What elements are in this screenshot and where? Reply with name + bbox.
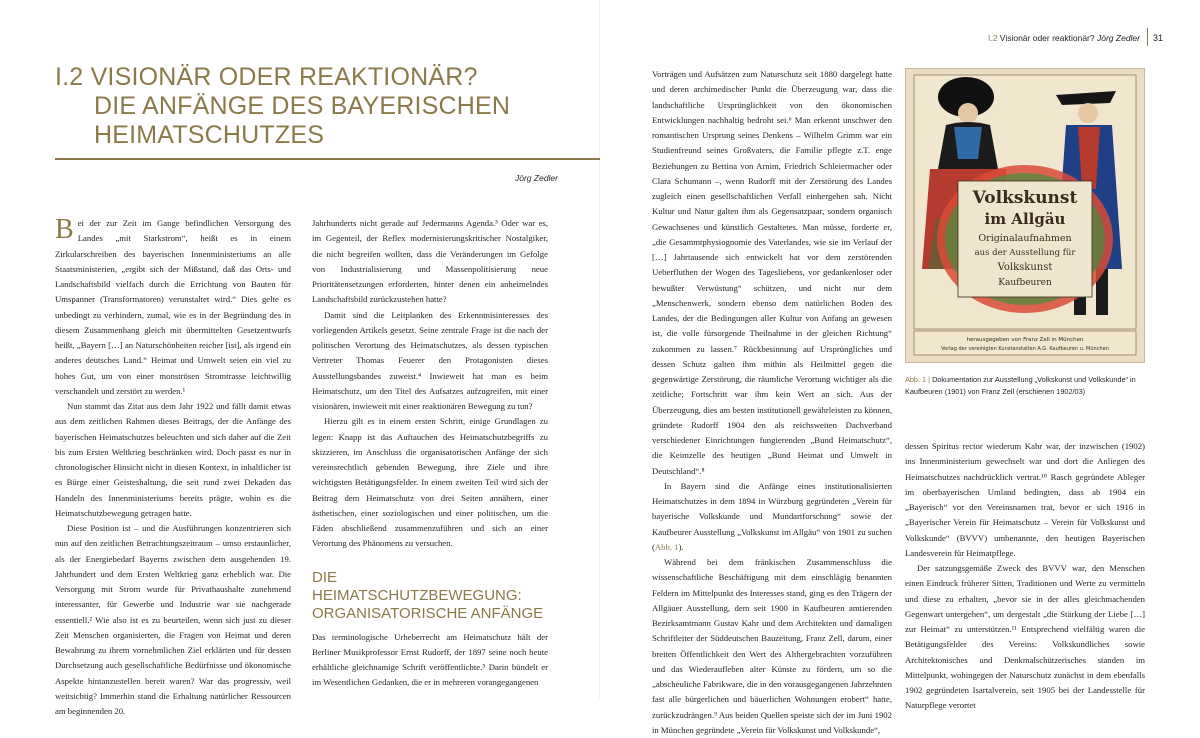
figure-caption-text: Dokumentation zur Ausstellung „Volkskunst und Volkskunde“ in Kaufbeuren (1901) von Franz Zell (erschienen 1902/03) <box>905 375 1136 396</box>
running-head-section-title: Visionär oder reaktionär? <box>999 33 1095 43</box>
running-head <box>880 33 1140 43</box>
paragraph-4: Jahrhunderts nicht gerade auf Jedermanns Agenda.³ Oder war es, im Gegenteil, der Reflex modernisierungskritischer Nostalgiker, die nicht begreifen wollten, dass die Veränderungen im Gefolge von Industrialisierung und Massenpolitisierung neue Prioritätensetzungen erforderten, hinter denen ein anheimelndes Landschaftsbild zurückzustehen hatte? <box>312 218 548 305</box>
chapter-heading-line-1 <box>55 63 595 92</box>
paragraph-1 <box>55 216 291 399</box>
poster-footer-line-2: Verlag der vereinigten Kunstanstalten A.G. Kaufbeuren u. München <box>941 346 1109 352</box>
running-head-author: Jörg Zedler <box>1097 33 1140 43</box>
paragraph-10: Während bei dem fränkischen Zusammenschluss die wissenschaftliche Beschäftigung mit dem einschlägig benannten Feldern im Mittelpunkt des Interesses stand, ging es den Trägern der Allgäuer Ausstellung, dem seit 1900 in Kaufbeuren amtierenden Bezirksamtmann Gustav Kahr und dem Architekten und damaligen Schriftleiter der Süddeutschen Bauzeitung, Franz Zell, darum, einer breiten Öffentlichkeit den Wert des Althergebrachten vorzuführen und das Wiederaufleben alter Künste zu fördern, um so die „abscheuliche Fabrikware, die in den vorausgegangenen Jahrzehnten fast alle bürgerlichen und bäuerlichen Wohnungen erobert“ hatte, zurückzudrängen.⁹ Aus beiden Quellen speiste sich der im Juni 1902 in München gegründete „Verein für Volkskunst und Volkskunde“, <box>652 557 892 735</box>
chapter-title-line-1: VISIONÄR ODER REAKTIONÄR? <box>90 63 478 91</box>
chapter-title-line-2: DIE ANFÄNGE DES BAYERISCHEN <box>94 92 511 120</box>
chapter-heading <box>55 63 595 150</box>
text-column-1 <box>55 214 291 716</box>
running-head-section-number: I.2 <box>987 33 998 43</box>
figure-caption <box>905 374 1150 398</box>
paragraph-9-end: ). <box>678 541 684 552</box>
paragraph-12: Der satzungsgemäße Zweck des BVVV war, den Menschen einen Eindruck früherer Sitten, Traditionen und Werte zu vermitteln und diese zu erhalten, „bevor sie in der alles gleichmachenden Gegenwart untergehen“, um dergestalt „die Stärkung der Liebe […] zur Heimat“ zu unterstützen.¹¹ Entsprechend vielfältig waren die Betätigungsfelder des Vereins: Volkskundliches sowie Architektonisches und Denkmalschützerisches standen im Mittelpunkt, wohingegen der Naturschutz zunächst in dem ebenfalls 1902 gegründeten Isartalverein, seit 1905 bei der Landesstelle für Naturpflege verortet <box>905 563 1145 711</box>
paragraph-3: Diese Position ist – und die Ausführungen konzentrieren sich nun auf den zeitlichen Betrachtungszeitraum – umso erstaunlicher, als der Energiebedarf Bayerns zwischen dem ausgehenden 19. Jahrhundert und dem Ersten Weltkrieg ganz erheblich war. Die Versorgung mit Strom wurde für Privathaushalte zunehmend interessanter, für Gewerbe und Industrie war sie nachgerade essentiell.² Wie also ist es zu beurteilen, wenn sich just zu dieser Zeit Menschen organisierten, die Fragen von Heimat und deren Bewahrung zu ihrem vornehmlichen Ziel erklärten und für dessen Durchsetzung auch gesellschaftliche Bedürfnisse und ökonomische Aspekte hintanzustellen bereit waren? War das progressiv, weil weitsichtig? Immerhin stand die Erhaltung natürlicher Ressourcen am beginnenden 20. <box>55 523 291 716</box>
subheading-line-1: DIE HEIMATSCHUTZBEWEGUNG: <box>312 568 522 604</box>
chapter-title-line-3: HEIMATSCHUTZES <box>94 121 325 149</box>
paragraph-9 <box>652 479 892 555</box>
paragraph-11: dessen Spiritus rector wiederum Kahr war, der inzwischen (1902) ins Innenministerium gewechselt war und dort die Anliegen des Heimatschutzes nachdrücklich vertrat.¹⁰ Rasch gegründete Ableger im oberbayerischen Umland bedingten, dass ab 1904 ein „Bayerisch“ vor den Vereinsnamen trat, bevor er sich 1916 in „Bayerischer Verein für Heimatschutz – Verein für Volkskunst und Volkskunde“ (BVVV) umbenannte, den heutigen Bayerischen Landesverein für Heimatpflege. <box>905 441 1145 558</box>
chapter-author: Jörg Zedler <box>515 173 558 183</box>
poster-title-line-6: Kaufbeuren <box>998 278 1052 288</box>
poster-title-line-2: im Allgäu <box>984 210 1066 228</box>
poster-title-line-4: aus der Ausstellung für <box>974 248 1076 258</box>
figure-reference-link[interactable]: Abb. 1 <box>654 541 679 552</box>
text-column-4 <box>905 439 1145 711</box>
drop-cap: B <box>55 214 74 245</box>
poster-title-line-1: Volkskunst <box>972 188 1078 208</box>
poster-footer-line-1: herausgegeben von Franz Zell in München <box>966 337 1084 343</box>
poster-illustration <box>906 69 1144 362</box>
running-head-rule <box>1147 28 1148 46</box>
paragraph-7: Das terminologische Urheberrecht am Heimatschutz hält der Berliner Musikprofessor Ernst Rudorff, der 1897 seine noch heute erhältliche gleichnamige Schrift veröffentlichte.⁵ Darin bündelt er im Wesentlichen Gedanken, die er in mehreren vorangegangenen <box>312 631 548 688</box>
paragraph-9-text: In Bayern sind die Anfänge eines institutionalisierten Heimatschutzes in dem 1894 in Würzburg gegründeten „Verein für bayerische Volkskunde und Mundartforschung“ sowie der Kaufbeurer Ausstellung „Volkskunst im Allgäu“ von 1901 zu suchen ( <box>652 480 892 552</box>
paragraph-1-text: ei der zur Zeit im Gange befindlichen Versorgung des Landes „mit Starkstrom“, heißt es in einem Zirkularschreiben des bayerischen Innenministeriums an alle Staatsministerien, „ergibt sich der Mißstand, daß das Orts- und Landschaftsbild vielfach durch die Errichtung von Bauten für Umspanner (Transformatoren) verunstaltet wird.“ Dies gelte es unbedingt zu verhindern, zumal, wie es in der Begründung des in diesem Zusammenhang gleich mit übermittelten Gesetzentwurfs heißt, „Bayern […] an Naturschönheiten reicher [ist], als irgend ein anderes deutsches Land.“ Heimat und Umwelt seien ein viel zu hohes Gut, um von einer monströsen Stromtrasse leichtwillig verschandelt und zerstört zu werden.¹ <box>55 218 291 396</box>
text-column-3 <box>652 67 892 735</box>
book-gutter <box>599 0 600 700</box>
poster-title-line-3: Originalaufnahmen <box>978 233 1072 244</box>
poster-title-line-5: Volkskunst <box>997 262 1053 273</box>
heading-rule <box>55 158 600 160</box>
figure-caption-label: Abb. 1 | <box>905 375 931 384</box>
paragraph-8: Vorträgen und Aufsätzen zum Naturschutz seit 1880 dargelegt hatte und deren archimedischer Punkt die Überzeugung war, dass die landschaftliche Ursprünglichkeit von den ökonomischen Entwicklungen nachhaltig bedroht sei.⁶ Man erkennt unschwer den romantischen Ursprung seines Denkens – Wilhelm Grimm war ein Studienfreund seines Großvaters, die Familie pflegte z.T. enge Beziehungen zu Bettina von Arnim, Friedrich Schleiermacher oder Clara Schumann –, wenn Rudorff mit der Zerstörung des Landes zugleich einen gesellschaftlichen Verfall einhergehen sah. Nicht Kultur und Natur galten ihm als Gegensatzpaar, sondern organisch Gewachsenes und künstlich Gestaltetes. Man müsse, forderte er, „die Gesammtphysiognomie des Vaterlandes, wie sie im Verlauf der […] Jahrtausende sich entwickelt hat vor dem zerstörenden Ueberfluthen der Wogen des Tagesliebens, vor gedankenloser oder bewußter Verwüstung“ schützen, und nicht nur dem „Menschenwerk, sondern ebenso dem natürlichen Boden des Landes, der die Bedingungen aller Kultur von Anfang an gewesen ist, die volle fürsorgende Theilnahme in der gleichen Richtung“ zukommen zu lassen.⁷ Rückbesinnung auf Ursprüngliches und dessen Schutz galten ihm mithin als Heilmittel gegen die gegenwärtige Zerstörung, die räumliche Verortung wichtiger als die zeitliche; Fortschritt war ihm kein Wert an sich. Aus der Überzeugung, dies am besten institutionell gewährleisten zu können, gründete Rudorff 1904 den als reichsweiten Dachverband verschiedener Einrichtungen fungierenden „Bund Heimatschutz“, die Keimzelle des heutigen „Bund Heimat und Umwelt in Deutschland“.⁸ <box>652 69 892 476</box>
paragraph-2: Nun stammt das Zitat aus dem Jahr 1922 und fällt damit etwas aus dem zeitlichen Rahmen dieses Beitrags, der die Anfänge des bayerischen Heimatschutzes beleuchten und sich daher auf die Zeit bis zum Ersten Weltkrieg beschränken wird. Doch passt es nur in chronologischer Hinsicht nicht in diesen Kontext, in inhaltlicher ist es Bürge einer Geisteshaltung, die seit rund zwei Dekaden das Handeln des Innenministeriums bereits prägte, wohin es die Heimatschutzbewegung getragen hatte. <box>55 401 291 518</box>
subheading-line-2: ORGANISATORISCHE ANFÄNGE <box>312 604 544 622</box>
paragraph-5: Damit sind die Leitplanken des Erkenntnisinteresses des vorliegenden Artikels gesetzt. Seine zentrale Frage ist die nach der politischen Verortung des Heimatschutzes, als dessen typischen Vertreter Thomas Feuerer den Protagonisten dieses Ausstellungsbandes zuweist.⁴ Inwieweit hat man es beim Heimatschutz, um den Titel des Aufsatzes aufzugreifen, mit einer visionären, inwieweit mit einer reaktionären Bewegung zu tun? <box>312 309 548 411</box>
figure-poster-image <box>905 68 1145 363</box>
text-column-2 <box>312 216 548 686</box>
page-number: 31 <box>1153 33 1164 43</box>
chapter-number: I.2 <box>55 63 84 91</box>
paragraph-6: Hierzu gilt es in einem ersten Schritt, einige Grundlagen zu legen: Knapp ist das Auftauchen des Heimatschutzbegriffs zu skizzieren, im Anschluss die organisatorischen Anfänge der sich vereinsrechtlich gebenden Bewegung, ihre Ziele und ihre wichtigsten Betätigungsfelder. In einem zweiten Teil wird sich der Beitrag dem Heimatschutz von drei Seiten annähern, einer ästhetischen, einer soziologischen und einer politischen, um die Fäden abschließend zusammenzuführen und sich an einer Verortung des Phänomens zu versuchen. <box>312 416 548 549</box>
section-subheading <box>312 569 548 623</box>
